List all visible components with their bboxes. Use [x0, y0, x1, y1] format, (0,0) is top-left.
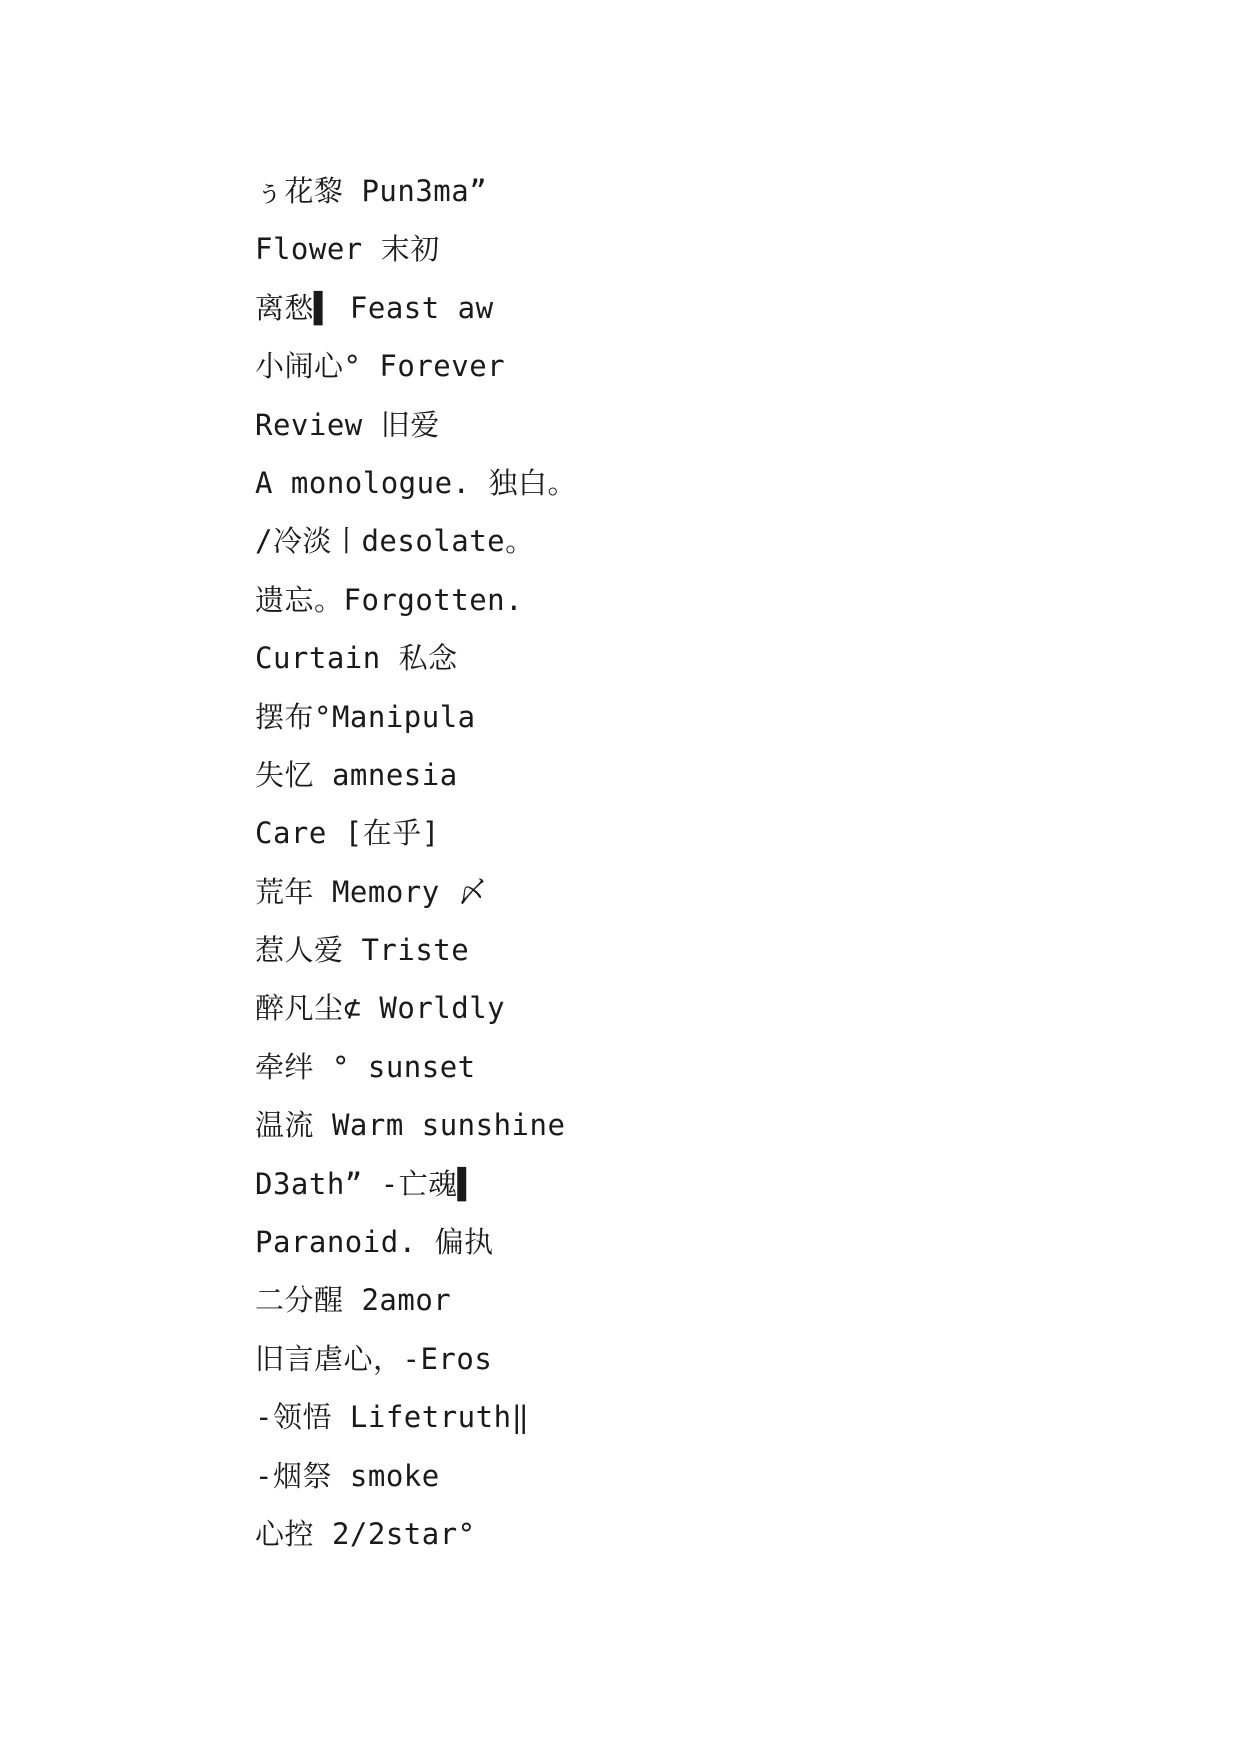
text-line: D3ath” -亡魂▌: [255, 1166, 476, 1201]
text-line: 离愁▌ Feast aw: [255, 290, 494, 325]
text-line: /冷淡丨desolate。: [255, 524, 535, 559]
text-line: 失忆 amnesia: [255, 757, 458, 792]
text-line: 心控 2/2star°: [255, 1516, 476, 1551]
text-line: 遗忘。Forgotten.: [255, 582, 524, 617]
text-line: Curtain 私念: [255, 641, 458, 676]
text-line: 荒年 Memory 〆: [255, 874, 488, 909]
text-line: 旧言虐心，-Eros: [255, 1341, 493, 1376]
text-line: Review 旧爱: [255, 407, 440, 442]
text-line: -烟祭 smoke: [255, 1458, 440, 1493]
text-line: 醉凡尘⊄ Worldly: [255, 991, 506, 1026]
text-line: 牵绊 ° sunset: [255, 1049, 476, 1084]
text-line: Flower 末初: [255, 232, 440, 267]
text-line: Paranoid. 偏执: [255, 1225, 494, 1260]
text-line: 小闹心° Forever: [255, 349, 506, 384]
text-line: 温流 Warm sunshine: [255, 1108, 566, 1143]
text-line: 摆布°Manipula: [255, 699, 476, 734]
text-line: Care [在乎]: [255, 816, 440, 851]
text-line: 惹人爱 Triste: [255, 933, 470, 968]
text-line: A monologue. 独白。: [255, 465, 577, 500]
text-lines: [255, 162, 577, 1563]
text-line: 二分醒 2amor: [255, 1283, 452, 1318]
text-line: ぅ花黎 Pun3ma”: [255, 174, 488, 208]
text-line: -领悟 Lifetruth‖: [255, 1400, 530, 1435]
